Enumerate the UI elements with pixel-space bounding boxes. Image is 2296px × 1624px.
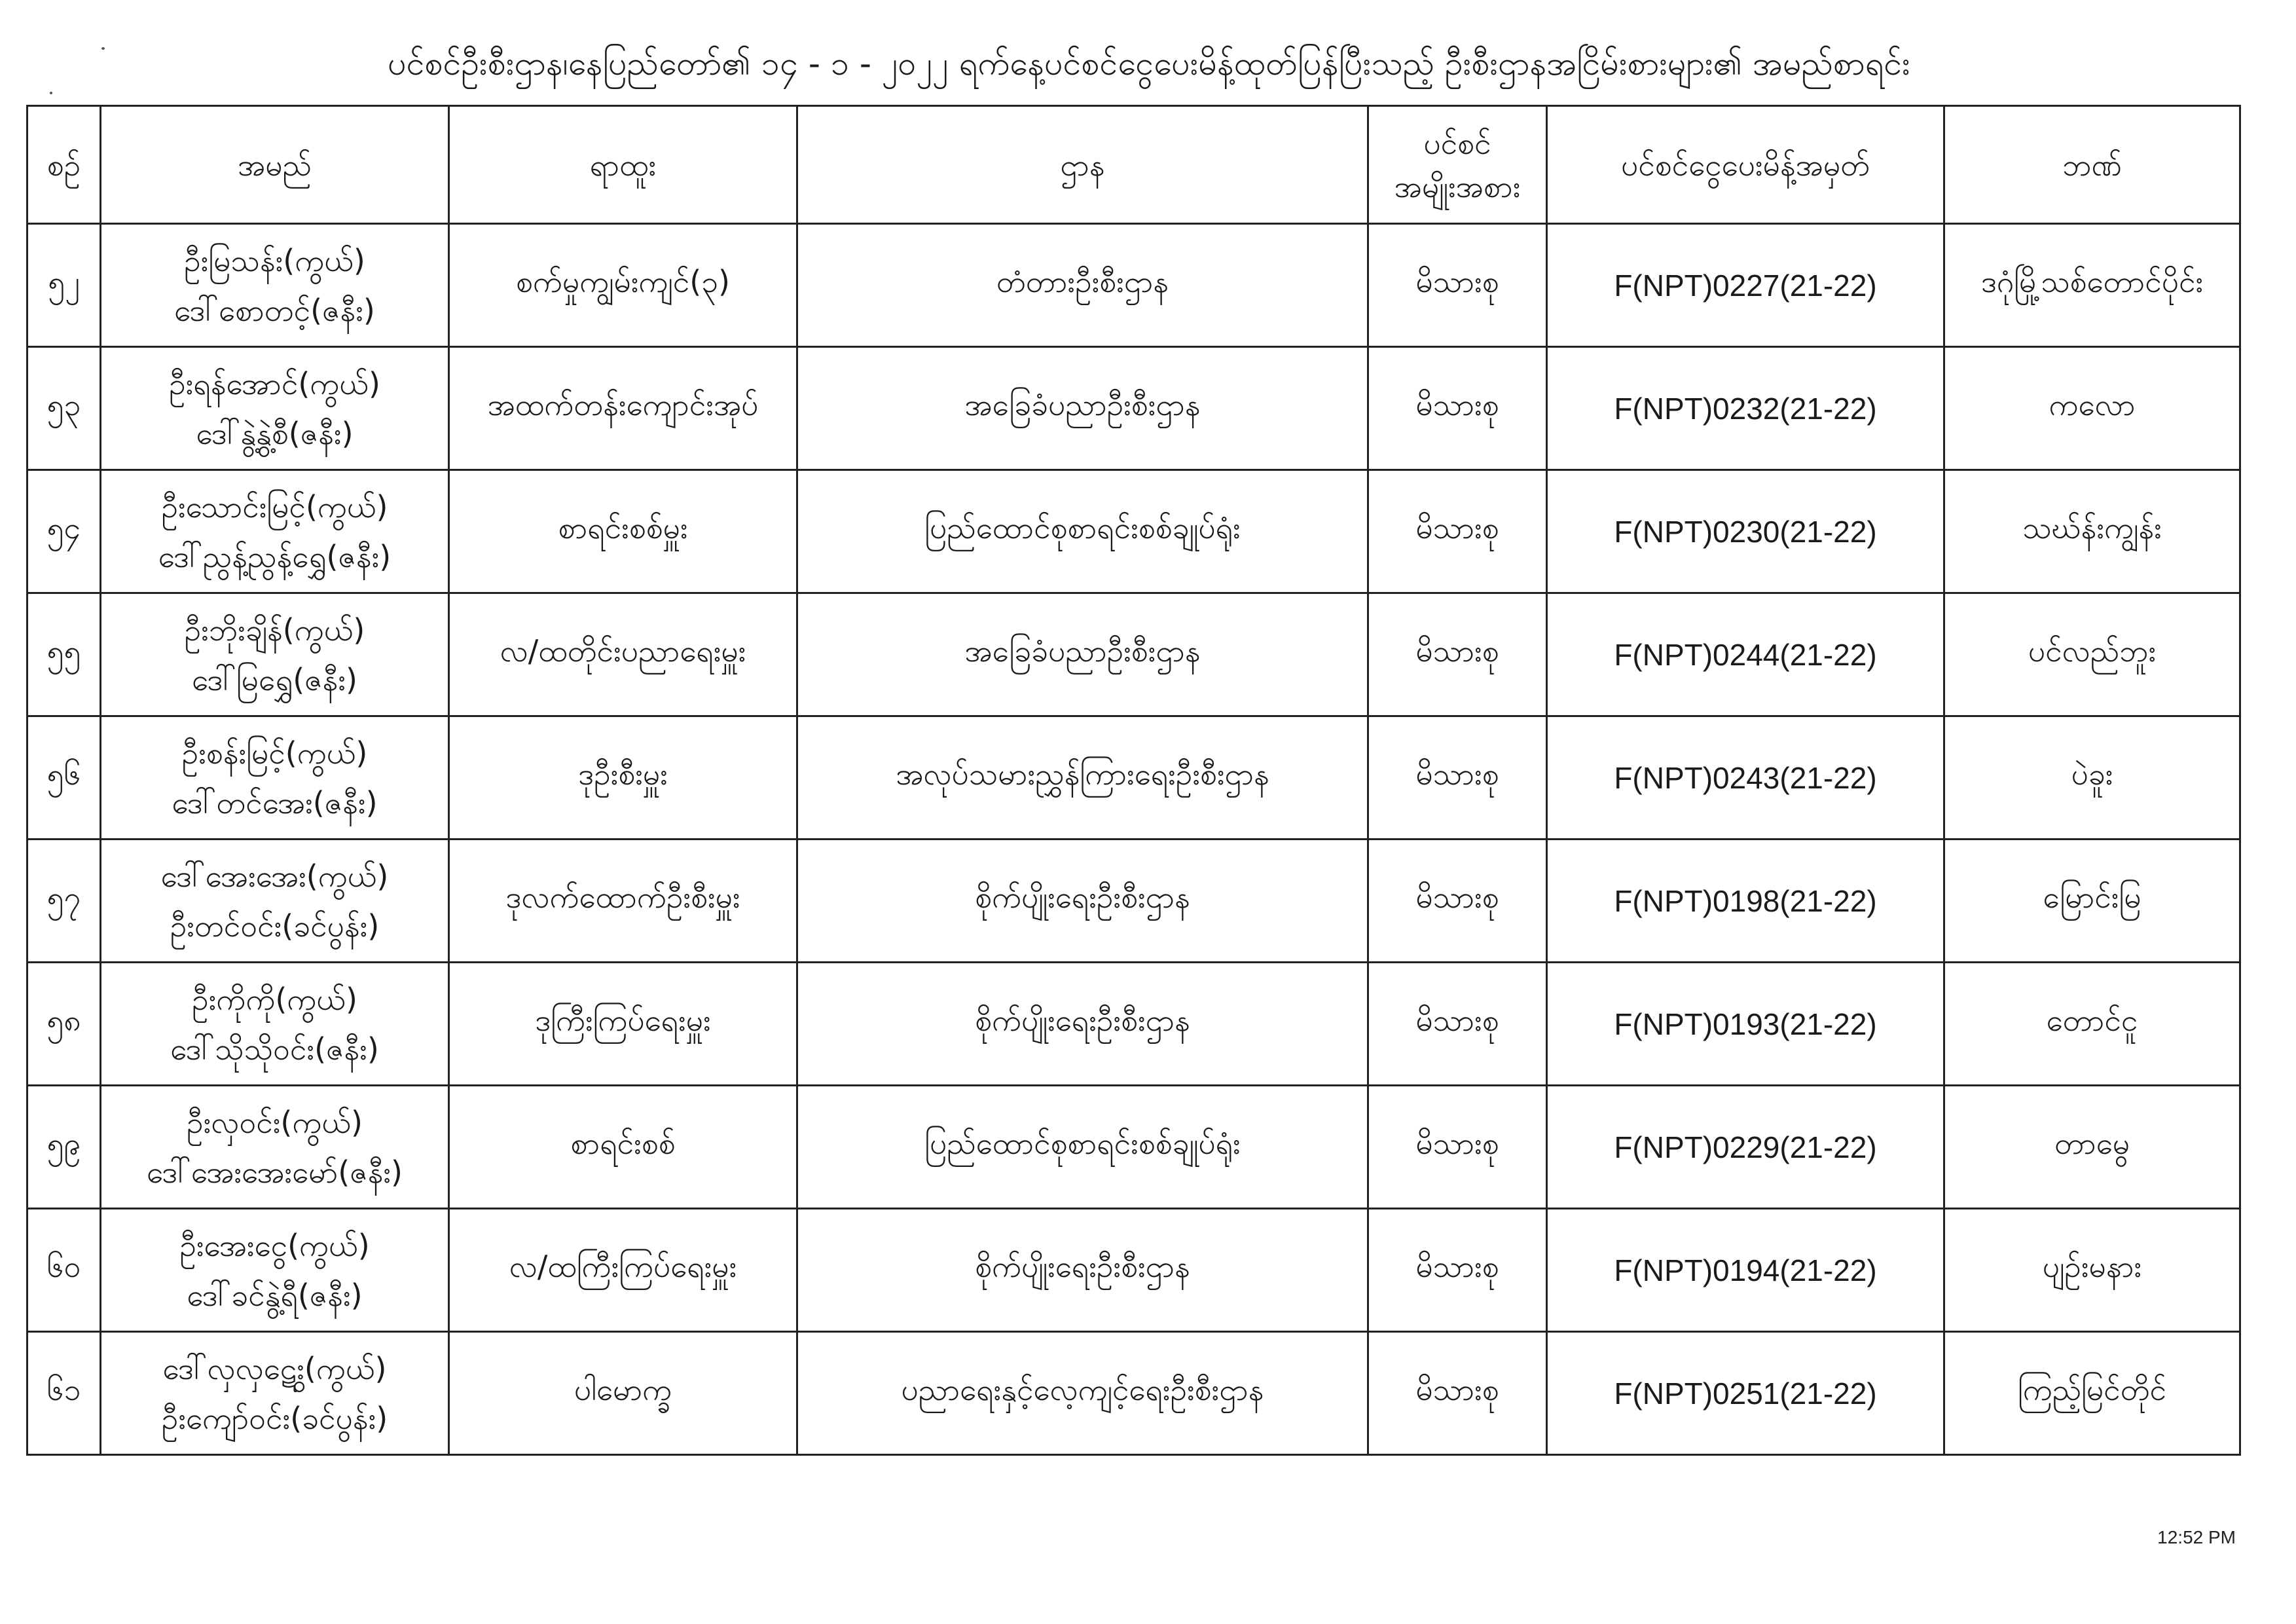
cell-pension-type: မိသားစု (1368, 1209, 1547, 1332)
cell-name-line2: ဦးတင်ဝင်း(ခင်ပွန်း) (170, 908, 380, 944)
header-bank: ဘဏ် (1944, 106, 2240, 224)
table-row (27, 470, 2240, 593)
cell-pension-type: မိသားစု (1368, 716, 1547, 840)
table-row (27, 716, 2240, 840)
cell-pension-type: မိသားစု (1368, 347, 1547, 470)
header-pension-type-line2: အမျိုးအစား (1394, 168, 1521, 204)
cell-name (101, 470, 449, 593)
cell-name-line1: ဦးစန်းမြင့်(ကွယ်) (181, 735, 368, 771)
cell-name (101, 347, 449, 470)
cell-name-line1: ဒေါ်လှလှဋွေး(ကွယ်) (162, 1350, 387, 1386)
cell-rank: စာရင်းစစ် (449, 1086, 797, 1209)
cell-no: ၅၃ (27, 347, 101, 470)
cell-name-line2: ဒေါ်ခင်နွဲ့ရီ(ဇနီး) (187, 1277, 363, 1313)
cell-no: ၆၁ (27, 1332, 101, 1455)
cell-name (101, 840, 449, 963)
cell-order-no: F(NPT)0230(21-22) (1547, 470, 1944, 593)
cell-name-line2: ဒေါ်နွဲ့နွဲ့စီ(ဇနီး) (196, 415, 354, 451)
cell-name (101, 1086, 449, 1209)
cell-order-no: F(NPT)0251(21-22) (1547, 1332, 1944, 1455)
cell-rank: စက်မှုကျွမ်းကျင်(၃) (449, 224, 797, 347)
cell-rank: ဒုကြီးကြပ်ရေးမှူး (449, 963, 797, 1086)
cell-order-no: F(NPT)0194(21-22) (1547, 1209, 1944, 1332)
pensioner-table (26, 105, 2241, 1456)
cell-department: စိုက်ပျိုးရေးဦးစီးဌာန (797, 963, 1368, 1086)
cell-rank: စာရင်းစစ်မှူး (449, 470, 797, 593)
cell-bank: တာမွေ (1944, 1086, 2240, 1209)
cell-name-line2: ဒေါ်အေးအေးမော်(ဇနီး) (147, 1154, 403, 1190)
cell-pension-type: မိသားစု (1368, 224, 1547, 347)
cell-department: အလုပ်သမားညွှန်ကြားရေးဦးစီးဌာန (797, 716, 1368, 840)
cell-bank: ပဲခူး (1944, 716, 2240, 840)
cell-pension-type: မိသားစု (1368, 1086, 1547, 1209)
table-header-row (27, 106, 2240, 224)
cell-order-no: F(NPT)0232(21-22) (1547, 347, 1944, 470)
cell-no: ၅၄ (27, 470, 101, 593)
header-pension-type (1368, 106, 1547, 224)
cell-order-no: F(NPT)0198(21-22) (1547, 840, 1944, 963)
cell-name-line2: ဦးကျော်ဝင်း(ခင်ပွန်း) (161, 1400, 388, 1436)
cell-no: ၅၉ (27, 1086, 101, 1209)
document-title: ပင်စင်ဦးစီးဌာန၊နေပြည်တော်၏ ၁၄ - ၁ - ၂၀၂၂ ရက်နေ့ပင်စင်ငွေပေးမိန့်ထုတ်ပြန်ပြီးသည့် ဦးစီးဌာနအငြိမ်းစားများ၏ အမည်စာရင်း (388, 45, 1910, 83)
scan-speck (101, 47, 105, 50)
table-row (27, 1332, 2240, 1455)
cell-pension-type: မိသားစု (1368, 470, 1547, 593)
cell-name-line2: ဒေါ်သိုသိုဝင်း(ဇနီး) (170, 1031, 379, 1067)
cell-bank: ကလော (1944, 347, 2240, 470)
cell-department: ပြည်ထောင်စုစာရင်းစစ်ချုပ်ရုံး (797, 470, 1368, 593)
print-timestamp: 12:52 PM (2157, 1527, 2236, 1547)
table-row (27, 1209, 2240, 1332)
cell-order-no: F(NPT)0244(21-22) (1547, 593, 1944, 716)
cell-name-line2: ဒေါ်မြရွှေ(ဇနီး) (192, 661, 357, 697)
cell-name-line1: ဒေါ်အေးအေး(ကွယ်) (160, 858, 389, 894)
header-order-no: ပင်စင်ငွေပေးမိန့်အမှတ် (1547, 106, 1944, 224)
cell-rank: ပါမောက္ခ (449, 1332, 797, 1455)
cell-bank: တောင်ငူ (1944, 963, 2240, 1086)
cell-name-line1: ဦးကိုကို(ကွယ်) (192, 981, 357, 1017)
cell-order-no: F(NPT)0229(21-22) (1547, 1086, 1944, 1209)
cell-name-line1: ဦးသောင်းမြင့်(ကွယ်) (161, 489, 388, 525)
cell-department: အခြေခံပညာဦးစီးဌာန (797, 347, 1368, 470)
cell-name-line1: ဦးလှဝင်း(ကွယ်) (187, 1104, 363, 1140)
cell-name-line1: ဦးအေးငွေ(ကွယ်) (179, 1227, 370, 1263)
cell-order-no: F(NPT)0227(21-22) (1547, 224, 1944, 347)
cell-department: အခြေခံပညာဦးစီးဌာန (797, 593, 1368, 716)
table-row (27, 840, 2240, 963)
cell-pension-type: မိသားစု (1368, 593, 1547, 716)
header-rank: ရာထူး (449, 106, 797, 224)
cell-pension-type: မိသားစု (1368, 840, 1547, 963)
cell-department: စိုက်ပျိုးရေးဦးစီးဌာန (797, 1209, 1368, 1332)
cell-name (101, 1332, 449, 1455)
cell-name (101, 224, 449, 347)
cell-department: ပညာရေးနှင့်လေ့ကျင့်ရေးဦးစီးဌာန (797, 1332, 1368, 1455)
cell-name (101, 593, 449, 716)
cell-pension-type: မိသားစု (1368, 1332, 1547, 1455)
cell-bank: ပင်လည်ဘူး (1944, 593, 2240, 716)
cell-pension-type: မိသားစု (1368, 963, 1547, 1086)
scan-speck (50, 92, 52, 94)
cell-name (101, 963, 449, 1086)
header-name: အမည် (101, 106, 449, 224)
cell-no: ၆၀ (27, 1209, 101, 1332)
cell-rank: လ/ထကြီးကြပ်ရေးမှူး (449, 1209, 797, 1332)
cell-name-line1: ဦးဘိုးချိန်(ကွယ်) (184, 612, 365, 648)
table-row (27, 1086, 2240, 1209)
cell-rank: ဒုဦးစီးမှူး (449, 716, 797, 840)
cell-no: ၅၆ (27, 716, 101, 840)
cell-rank: ဒုလက်ထောက်ဦးစီးမှူး (449, 840, 797, 963)
cell-no: ၅၂ (27, 224, 101, 347)
cell-name (101, 1209, 449, 1332)
cell-bank: ဒဂုံမြို့သစ်တောင်ပိုင်း (1944, 224, 2240, 347)
cell-department: တံတားဦးစီးဌာန (797, 224, 1368, 347)
header-no: စဉ် (27, 106, 101, 224)
cell-department: စိုက်ပျိုးရေးဦးစီးဌာန (797, 840, 1368, 963)
cell-department: ပြည်ထောင်စုစာရင်းစစ်ချုပ်ရုံး (797, 1086, 1368, 1209)
cell-no: ၅၈ (27, 963, 101, 1086)
header-pension-type-line1: ပင်စင် (1423, 125, 1491, 161)
header-department: ဌာန (797, 106, 1368, 224)
cell-order-no: F(NPT)0193(21-22) (1547, 963, 1944, 1086)
cell-bank: ကြည့်မြင်တိုင် (1944, 1332, 2240, 1455)
cell-bank: သဃ်န်းကျွန်း (1944, 470, 2240, 593)
cell-no: ၅၇ (27, 840, 101, 963)
cell-name-line1: ဦးမြသန်း(ကွယ်) (184, 242, 365, 278)
cell-rank: အထက်တန်းကျောင်းအုပ် (449, 347, 797, 470)
cell-name-line2: ဒေါ်တင်အေး(ဇနီး) (172, 784, 378, 821)
table-row (27, 224, 2240, 347)
table-row (27, 593, 2240, 716)
table-row (27, 347, 2240, 470)
cell-name-line1: ဦးရန်အောင်(ကွယ်) (169, 365, 380, 401)
cell-rank: လ/ထတိုင်းပညာရေးမှူး (449, 593, 797, 716)
cell-name (101, 716, 449, 840)
cell-name-line2: ဒေါ်ညွန့်ညွန့်ရွှေ(ဇနီး) (158, 538, 392, 574)
table-row (27, 963, 2240, 1086)
cell-no: ၅၅ (27, 593, 101, 716)
cell-bank: မြောင်းမြ (1944, 840, 2240, 963)
cell-name-line2: ဒေါ်စောတင့်(ဇနီး) (174, 292, 375, 328)
cell-bank: ပျဉ်းမနား (1944, 1209, 2240, 1332)
cell-order-no: F(NPT)0243(21-22) (1547, 716, 1944, 840)
